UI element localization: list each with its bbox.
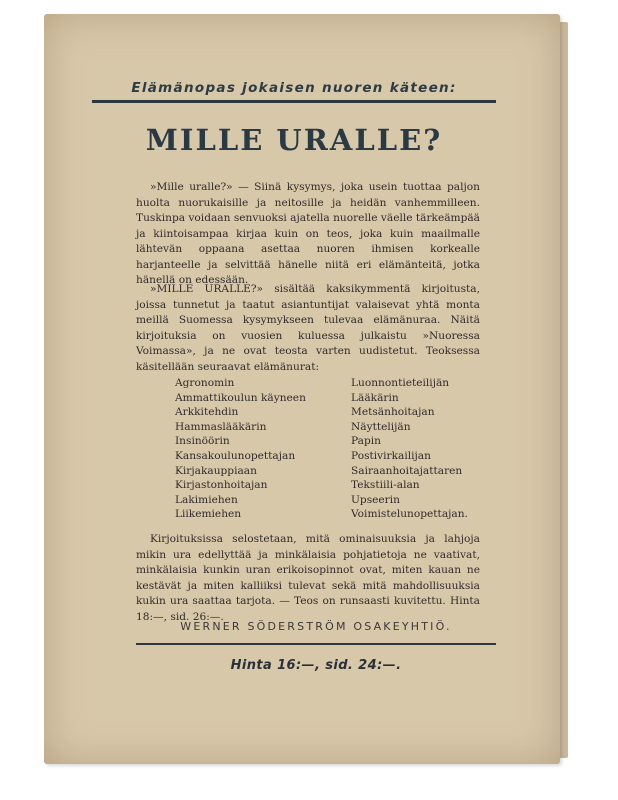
careers-column-right [351, 376, 468, 522]
tagline: Elämänopas jokaisen nuoren käteen: [131, 80, 457, 96]
career-item: Papin [351, 435, 381, 448]
career-item: Upseerin [351, 493, 400, 506]
career-item: Ammattikoulun käyneen [175, 391, 306, 404]
career-item: Näyttelijän [351, 420, 411, 433]
career-item: Sairaanhoitajattaren [351, 464, 463, 477]
career-item: Kirjastonhoitajan [175, 479, 268, 492]
careers-list [175, 376, 485, 526]
career-item: Metsänhoitajan [351, 406, 435, 419]
career-item: Hammaslääkärin [175, 420, 267, 433]
publisher-rule [136, 643, 496, 645]
contents-paragraph-text: »MILLE URALLE?» sisältää kaksikymmentä kirjoitusta, joissa tunnetut ja taatut asiantuntijat valaisevat yhtä monta meillä Suomessa kysymykseen tulevaa elämänuraa. Näitä kirjoituksia on vuosien kuluessa julkaistu »Nuoressa Voimassa», ja ne ovat teosta varten uudistetut. Teoksessa käsitellään seuraavat elämänurat: [136, 283, 480, 373]
career-item: Postivirkailijan [351, 449, 431, 462]
careers-column-left [175, 376, 306, 522]
career-item: Voimistelunopettajan. [351, 508, 468, 521]
career-item: Arkkitehdin [175, 406, 239, 419]
details-paragraph-text: Kirjoituksissa selostetaan, mitä ominaisuuksia ja lahjoja mikin ura edellyttää ja minkälaisia pohjatietoja ne vaativat, minkälaisia kunkin uran erikoisopinnot ovat, miten kauan ne kestävät ja miten kalliiksi tulevat sekä mitä mahdollisuuksia kukin ura saattaa tarjota. — Teos on runsaasti kuvitettu. Hinta 18:—, sid. 26:—. [136, 533, 480, 623]
career-item: Luonnontieteilijän [351, 377, 450, 389]
career-item: Tekstiili-alan [351, 479, 420, 492]
intro-paragraph [136, 180, 480, 289]
book-title: MILLE URALLE? [145, 123, 443, 157]
details-paragraph [136, 532, 480, 625]
career-item: Liikemiehen [175, 508, 242, 521]
contents-paragraph [136, 282, 480, 375]
career-item: Lakimiehen [175, 493, 238, 506]
career-item: Lääkärin [351, 391, 399, 404]
career-item: Kansakoulunopettajan [175, 449, 296, 462]
publisher-name: WERNER SÖDERSTRÖM OSAKEYHTIÖ. [180, 620, 452, 633]
career-item: Kirjakauppiaan [175, 464, 257, 477]
career-item: Insinöörin [175, 435, 230, 448]
career-item: Agronomin [175, 377, 235, 389]
tagline-rule [92, 100, 496, 103]
price-line: Hinta 16:—, sid. 24:—. [230, 658, 402, 673]
intro-paragraph-text: »Mille uralle?» — Siinä kysymys, joka usein tuottaa paljon huolta nuorukaisille ja neitosille ja heidän vanhemmilleen. Tuskinpa voidaan senvuoksi ajatella nuorelle väelle tärkeämpää ja kiintoisampaa kirjaa kuin on teos, joka kuin maailmalle lähtevän oppaana asettaa nuoren ihmisen korkealle harjanteelle ja selvittää hänelle niitä eri elämänteitä, jotka hänellä on edessään. [136, 181, 480, 286]
